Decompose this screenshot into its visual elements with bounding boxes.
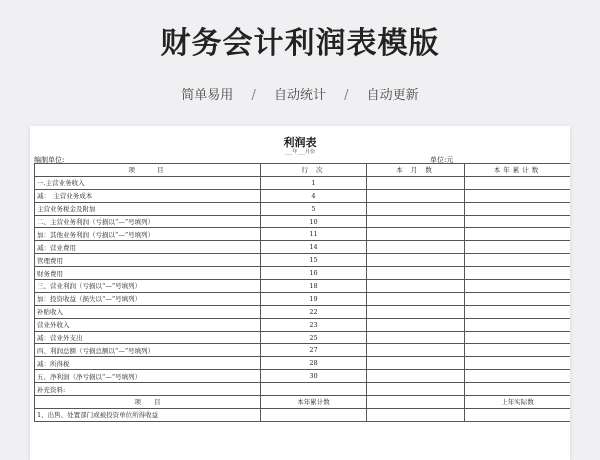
column-header: 本 月 数 [367, 164, 465, 177]
feature-tag: 自动更新 [366, 88, 419, 103]
table-row [35, 357, 571, 370]
row-item[interactable]: 五、净利润（净亏损以“—”号填列） [35, 370, 261, 383]
year-to-date-cell[interactable] [465, 202, 571, 215]
current-month-cell[interactable] [367, 228, 465, 241]
table-header-row [35, 164, 571, 177]
year-to-date-cell[interactable] [465, 189, 571, 202]
table-row [35, 267, 571, 280]
empty-cell[interactable] [367, 396, 465, 409]
empty-cell[interactable] [261, 408, 367, 421]
row-line-number[interactable]: 10 [261, 215, 367, 228]
row-item[interactable]: 主营业务税金及附加 [35, 202, 261, 215]
feature-tag: 自动统计 [273, 88, 326, 103]
row-line-number[interactable]: 14 [261, 241, 367, 254]
year-to-date-cell[interactable] [465, 305, 571, 318]
empty-cell[interactable] [465, 408, 571, 421]
table-row [35, 189, 571, 202]
row-line-number[interactable]: 18 [261, 280, 367, 293]
row-line-number[interactable]: 11 [261, 228, 367, 241]
row-line-number[interactable]: 16 [261, 267, 367, 280]
current-month-cell[interactable] [367, 318, 465, 331]
current-month-cell[interactable] [367, 331, 465, 344]
year-to-date-cell[interactable] [465, 331, 571, 344]
row-item[interactable]: 一.主营业务收入 [35, 176, 261, 189]
row-line-number[interactable]: 25 [261, 331, 367, 344]
supplement-column-header: 本年累计数 [261, 396, 367, 409]
supplement-column-header: 项 目 [35, 396, 261, 409]
current-month-cell[interactable] [367, 305, 465, 318]
current-month-cell[interactable] [367, 215, 465, 228]
row-line-number[interactable]: 19 [261, 292, 367, 305]
table-row [35, 228, 571, 241]
current-month-cell[interactable] [367, 280, 465, 293]
table-row [35, 344, 571, 357]
row-line-number[interactable]: 5 [261, 202, 367, 215]
row-line-number[interactable]: 15 [261, 254, 367, 267]
row-item[interactable]: 管理费用 [35, 254, 261, 267]
table-row [35, 176, 571, 189]
row-line-number[interactable]: 23 [261, 318, 367, 331]
supplement-label-row [35, 383, 571, 396]
row-item[interactable]: 补贴收入 [35, 305, 261, 318]
row-item[interactable]: 加：其他业务利润（亏损以“—”号填列） [35, 228, 261, 241]
row-line-number[interactable]: 28 [261, 357, 367, 370]
supplement-item[interactable]: 1、出售、处置部门或被投资单位所得收益 [35, 408, 261, 421]
year-to-date-cell[interactable] [465, 254, 571, 267]
current-month-cell[interactable] [367, 344, 465, 357]
current-month-cell[interactable] [367, 176, 465, 189]
table-row [35, 305, 571, 318]
spreadsheet-preview [30, 126, 570, 460]
year-to-date-cell[interactable] [465, 344, 571, 357]
empty-cell[interactable] [261, 383, 367, 396]
row-line-number[interactable]: 30 [261, 370, 367, 383]
year-to-date-cell[interactable] [465, 241, 571, 254]
year-to-date-cell[interactable] [465, 292, 571, 305]
supplement-column-header: 上年实际数 [465, 396, 571, 409]
report-title: 利润表 [283, 136, 317, 149]
row-item[interactable]: 四、利润总额（亏损总额以“—”号填列） [35, 344, 261, 357]
row-line-number[interactable]: 4 [261, 189, 367, 202]
table-row [35, 331, 571, 344]
empty-cell[interactable] [367, 383, 465, 396]
year-to-date-cell[interactable] [465, 228, 571, 241]
row-item[interactable]: 加：投资收益（损失以“—”号填列） [35, 292, 261, 305]
row-item[interactable]: 减：营业外支出 [35, 331, 261, 344]
table-row [35, 241, 571, 254]
year-to-date-cell[interactable] [465, 357, 571, 370]
year-to-date-cell[interactable] [465, 318, 571, 331]
feature-tags [0, 84, 600, 103]
income-statement-table [34, 163, 570, 422]
current-month-cell[interactable] [367, 267, 465, 280]
tag-separator: / [251, 88, 256, 103]
row-item[interactable]: 减： 主营业务成本 [35, 189, 261, 202]
page-title: 财务会计利润表模版 [160, 26, 440, 61]
current-month-cell[interactable] [367, 189, 465, 202]
row-line-number[interactable]: 22 [261, 305, 367, 318]
table-row [35, 202, 571, 215]
supplement-header-row [35, 396, 571, 409]
currency-unit-label: 单位:元 [430, 156, 454, 164]
supplement-label: 补充资料: [35, 383, 261, 396]
current-month-cell[interactable] [367, 202, 465, 215]
empty-cell[interactable] [465, 383, 571, 396]
year-to-date-cell[interactable] [465, 280, 571, 293]
year-to-date-cell[interactable] [465, 370, 571, 383]
table-row [35, 370, 571, 383]
column-header: 项 目 [35, 164, 261, 177]
column-header: 本年累计数 [465, 164, 571, 177]
tag-separator: / [344, 88, 349, 103]
row-item[interactable]: 财务费用 [35, 267, 261, 280]
table-row [35, 318, 571, 331]
report-period: ___年___月份 [284, 149, 315, 155]
feature-tag: 简单易用 [181, 88, 234, 103]
year-to-date-cell[interactable] [465, 176, 571, 189]
table-row [35, 215, 571, 228]
preparing-unit-label: 编制单位: [34, 156, 65, 164]
table-row [35, 292, 571, 305]
empty-cell[interactable] [367, 408, 465, 421]
row-line-number[interactable]: 1 [261, 176, 367, 189]
row-item[interactable]: 二、主营业务利润（亏损以“—”号填列） [35, 215, 261, 228]
current-month-cell[interactable] [367, 292, 465, 305]
current-month-cell[interactable] [367, 254, 465, 267]
row-item[interactable]: 减：营业费用 [35, 241, 261, 254]
column-header: 行 次 [261, 164, 367, 177]
table-row [35, 254, 571, 267]
current-month-cell[interactable] [367, 370, 465, 383]
row-item[interactable]: 减：所得税 [35, 357, 261, 370]
row-line-number[interactable]: 27 [261, 344, 367, 357]
row-item[interactable]: 三、营业利润（亏损以“—”号填列） [35, 280, 261, 293]
current-month-cell[interactable] [367, 241, 465, 254]
supplement-row [35, 408, 571, 421]
year-to-date-cell[interactable] [465, 267, 571, 280]
table-row [35, 280, 571, 293]
year-to-date-cell[interactable] [465, 215, 571, 228]
row-item[interactable]: 营业外收入 [35, 318, 261, 331]
current-month-cell[interactable] [367, 357, 465, 370]
